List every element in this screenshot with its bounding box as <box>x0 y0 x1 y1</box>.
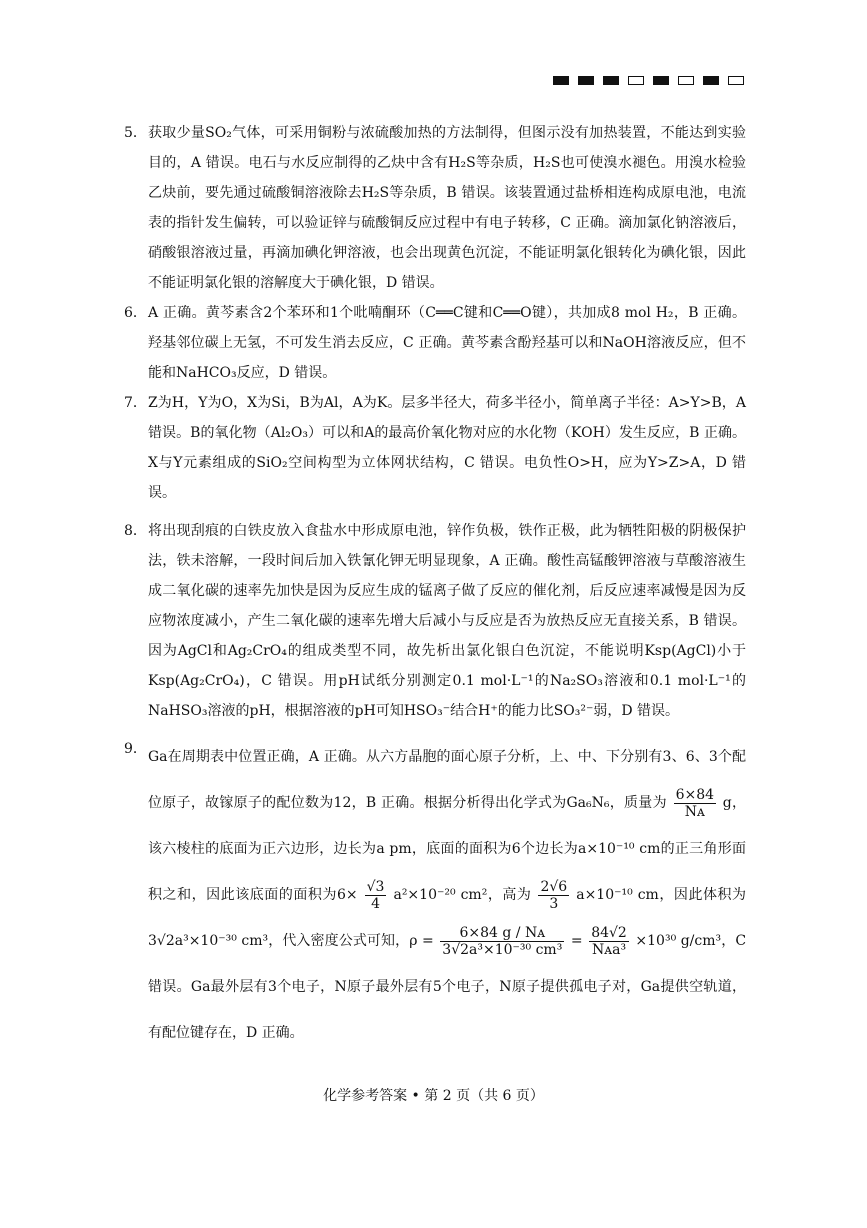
header-mark <box>603 76 619 85</box>
fraction-numerator: 84√2 <box>591 924 627 941</box>
area-fraction <box>365 879 387 912</box>
question-number: 6． <box>124 305 147 321</box>
answer-5 <box>124 118 746 298</box>
answer-text: A 正确。黄芩素含2个苯环和1个吡喃酮环（C══C键和C══O键），共加成8 mol H₂，B 正确。羟基邻位碳上无氢，不可发生消去反应，C 正确。黄芩素含酚羟基可以和NaOH溶液反应，但不能和NaHCO₃反应，D 错误。 <box>148 305 746 381</box>
header-mark <box>628 76 644 85</box>
header-mark <box>728 76 744 85</box>
answer-6 <box>124 298 746 388</box>
header-mark <box>653 76 669 85</box>
fraction-numerator: √3 <box>366 878 385 895</box>
answer-text: a×10⁻¹⁰ cm，因此体积为3√2a³×10⁻³⁰ cm³，代入密度公式可知，ρ = <box>148 887 747 949</box>
answer-text: a²×10⁻²⁰ cm²，高为 <box>393 887 532 903</box>
answer-text: 获取少量SO₂气体，可采用铜粉与浓硫酸加热的方法制得，但图示没有加热装置，不能达到实验目的，A 错误。电石与水反应制得的乙炔中含有H₂S等杂质，H₂S也可使溴水褪色。用溴水检验乙炔前，要先通过硫酸铜溶液除去H₂S等杂质，B 错误。该装置通过盐桥相连构成原电池，电流表的指针发生偏转，可以验证锌与硫酸铜反应过程中有电子转移，C 正确。滴加氯化钠溶液后，硝酸银溶液过量，再滴加碘化钾溶液，也会出现黄色沉淀，不能证明氯化银转化为碘化银，因此不能证明氯化银的溶解度大于碘化银，D 错误。 <box>148 125 746 291</box>
answer-9 <box>124 734 746 1056</box>
question-number: 8． <box>124 523 147 539</box>
header-mark <box>678 76 694 85</box>
header-mark <box>703 76 719 85</box>
question-number: 5． <box>124 125 147 141</box>
answer-text: g，该六棱柱的底面为正六边形，边长为a pm，底面的面积为6个边长为a×10⁻¹⁰ cm的正三角形面积之和，因此该底面的面积为6× <box>148 795 747 903</box>
header-marks <box>553 76 744 85</box>
page-footer: 化学参考答案 • 第 2 页（共 6 页） <box>323 1088 544 1104</box>
question-number: 7． <box>124 395 147 411</box>
answer-8 <box>124 516 746 726</box>
question-number: 9． <box>124 741 147 757</box>
header-mark <box>553 76 569 85</box>
answer-content <box>124 118 746 1056</box>
fraction-denominator: 3√2a³×10⁻³⁰ cm³ <box>442 941 563 958</box>
fraction-numerator: 6×84 <box>675 786 715 803</box>
answer-text: ×10³⁰ g/cm³，C 错误。Ga最外层有3个电子，N原子最外层有5个电子，N原子提供孤电子对，Ga提供空轨道，有配位键存在，D 正确。 <box>148 933 747 1041</box>
height-fraction <box>538 879 569 912</box>
equals-sign: = <box>570 933 583 949</box>
answer-text: Ga在周期表中位置正确，A 正确。从六方晶胞的面心原子分析，上、中、下分别有3、6、3个配位原子，故镓原子的配位数为12，B 正确。根据分析得出化学式为Ga₆N₆，质量为 <box>148 749 746 811</box>
fraction-denominator: Nᴀa³ <box>591 941 627 958</box>
fraction-denominator: Nᴀ <box>684 803 705 820</box>
density-fraction <box>440 925 564 958</box>
header-mark <box>578 76 594 85</box>
fraction-denominator: 3 <box>549 895 559 912</box>
mass-fraction <box>674 787 716 820</box>
fraction-denominator: 4 <box>371 895 381 912</box>
answer-text: 将出现刮痕的白铁皮放入食盐水中形成原电池，锌作负极，铁作正极，此为牺牲阳极的阴极保护法，铁未溶解，一段时间后加入铁氰化钾无明显现象，A 正确。酸性高锰酸钾溶液与草酸溶液生成二氧化碳的速率先加快是因为反应生成的锰离子做了反应的催化剂，后反应速率减慢是因为反应物浓度减小，产生二氧化碳的速率先增大后减小与反应是否为放热反应无直接关系，B 错误。因为AgCl和Ag₂CrO₄的组成类型不同，故先析出氯化银白色沉淀，不能说明Ksp(AgCl)小于Ksp(Ag₂CrO₄)，C 错误。用pH试纸分别测定0.1 mol·L⁻¹的Na₂SO₃溶液和0.1 mol·L⁻¹的NaHSO₃溶液的pH，根据溶液的pH可知HSO₃⁻结合H⁺的能力比SO₃²⁻弱，D 错误。 <box>148 523 746 719</box>
answer-text: Z为H，Y为O，X为Si，B为Al，A为K。层多半径大，荷多半径小，简单离子半径：A>Y>B，A 错误。B的氧化物（Al₂O₃）可以和A的最高价氧化物对应的水化物（KOH）发生反应，B 正确。X与Y元素组成的SiO₂空间构型为立体网状结构，C 错误。电负性O>H，应为Y>Z>A，D 错误。 <box>148 395 746 501</box>
fraction-numerator: 2√6 <box>540 878 568 895</box>
density-result-fraction <box>589 925 629 958</box>
answer-7 <box>124 388 746 508</box>
fraction-numerator: 6×84 g / Nᴀ <box>440 925 564 942</box>
